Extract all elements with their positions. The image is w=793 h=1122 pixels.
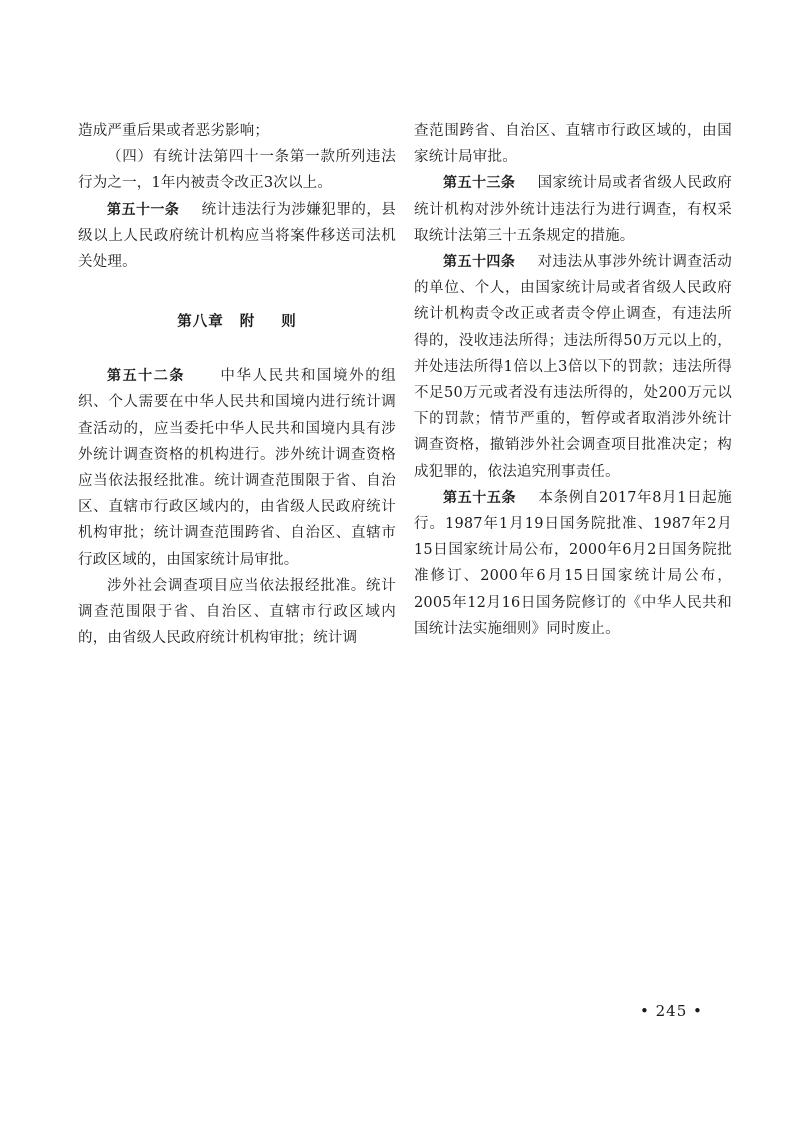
article-51-title: 第五十一条 xyxy=(107,201,180,218)
paragraph-continuation-right: 查范围跨省、自治区、直辖市行政区域的，由国家统计局审批。 xyxy=(414,123,732,166)
article-54-text: 对违法从事涉外统计调查活动的单位、个人，由国家统计局或者省级人民政府统计机构责令改正或者责令停止调查，有违法所得的，没收违法所得；违法所得50万元以上的，并处违法所得1倍以上3倍以下的罚款；违法所得不足50万元或者没有违法所得的，处200万元以下的罚款；情节严重的，暂停或者取消涉外统计调查资格，撤销涉外社会调查项目批准决定；构成犯罪的，依法追究刑事责任。 xyxy=(414,254,732,480)
article-53-title: 第五十三条 xyxy=(443,175,516,192)
article-54 xyxy=(414,249,732,485)
article-52-text: 中华人民共和国境外的组织、个人需要在中华人民共和国境内进行统计调查活动的，应当委托中华人民共和国境内具有涉外统计调查资格的机构进行。涉外统计调查资格应当依法报经批准。统计调查范围限于省、自治区、直辖市行政区域内的，由省级人民政府统计机构审批；统计调查范围跨省、自治区、直辖市行政区域的，由国家统计局审批。 xyxy=(78,368,396,568)
right-column xyxy=(414,118,732,642)
chapter-title-2: 则 xyxy=(281,314,297,331)
article-55-title: 第五十五条 xyxy=(443,489,517,506)
article-53-text: 国家统计局或者省级人民政府统计机构对涉外统计违法行为进行调查，有权采取统计法第三十五条规定的措施。 xyxy=(414,175,732,244)
paragraph-foreign-survey: 涉外社会调查项目应当依法报经批准。统计调查范围限于省、自治区、直辖市行政区域内的，由省级人民政府统计机构审批；统计调 xyxy=(78,577,396,647)
paragraph-item-4: （四）有统计法第四十一条第一款所列违法行为之一，1年内被责令改正3次以上。 xyxy=(78,149,396,192)
paragraph-continuation: 造成严重后果或者恶劣影响； xyxy=(78,123,270,139)
chapter-title-1: 附 xyxy=(239,314,256,331)
article-53 xyxy=(414,170,732,249)
article-55 xyxy=(414,485,732,642)
page-number: • 245 • xyxy=(640,1002,703,1020)
article-52-title: 第五十二条 xyxy=(107,368,185,385)
article-51 xyxy=(78,197,396,276)
left-column xyxy=(78,118,396,651)
chapter-number: 第八章 xyxy=(177,314,224,331)
chapter-heading xyxy=(78,310,396,331)
article-52 xyxy=(78,363,396,573)
article-55-text: 本条例自2017年8月1日起施行。1987年1月19日国务院批准、1987年2月15日国家统计局公布，2000年6月2日国务院批准修订、2000年6月15日国家统计局公布，2005年12月16日国务院修订的《中华人民共和国统计法实施细则》同时废止。 xyxy=(414,489,733,637)
article-54-title: 第五十四条 xyxy=(443,254,516,271)
article-51-text: 统计违法行为涉嫌犯罪的，县级以上人民政府统计机构应当将案件移送司法机关处理。 xyxy=(78,201,396,271)
